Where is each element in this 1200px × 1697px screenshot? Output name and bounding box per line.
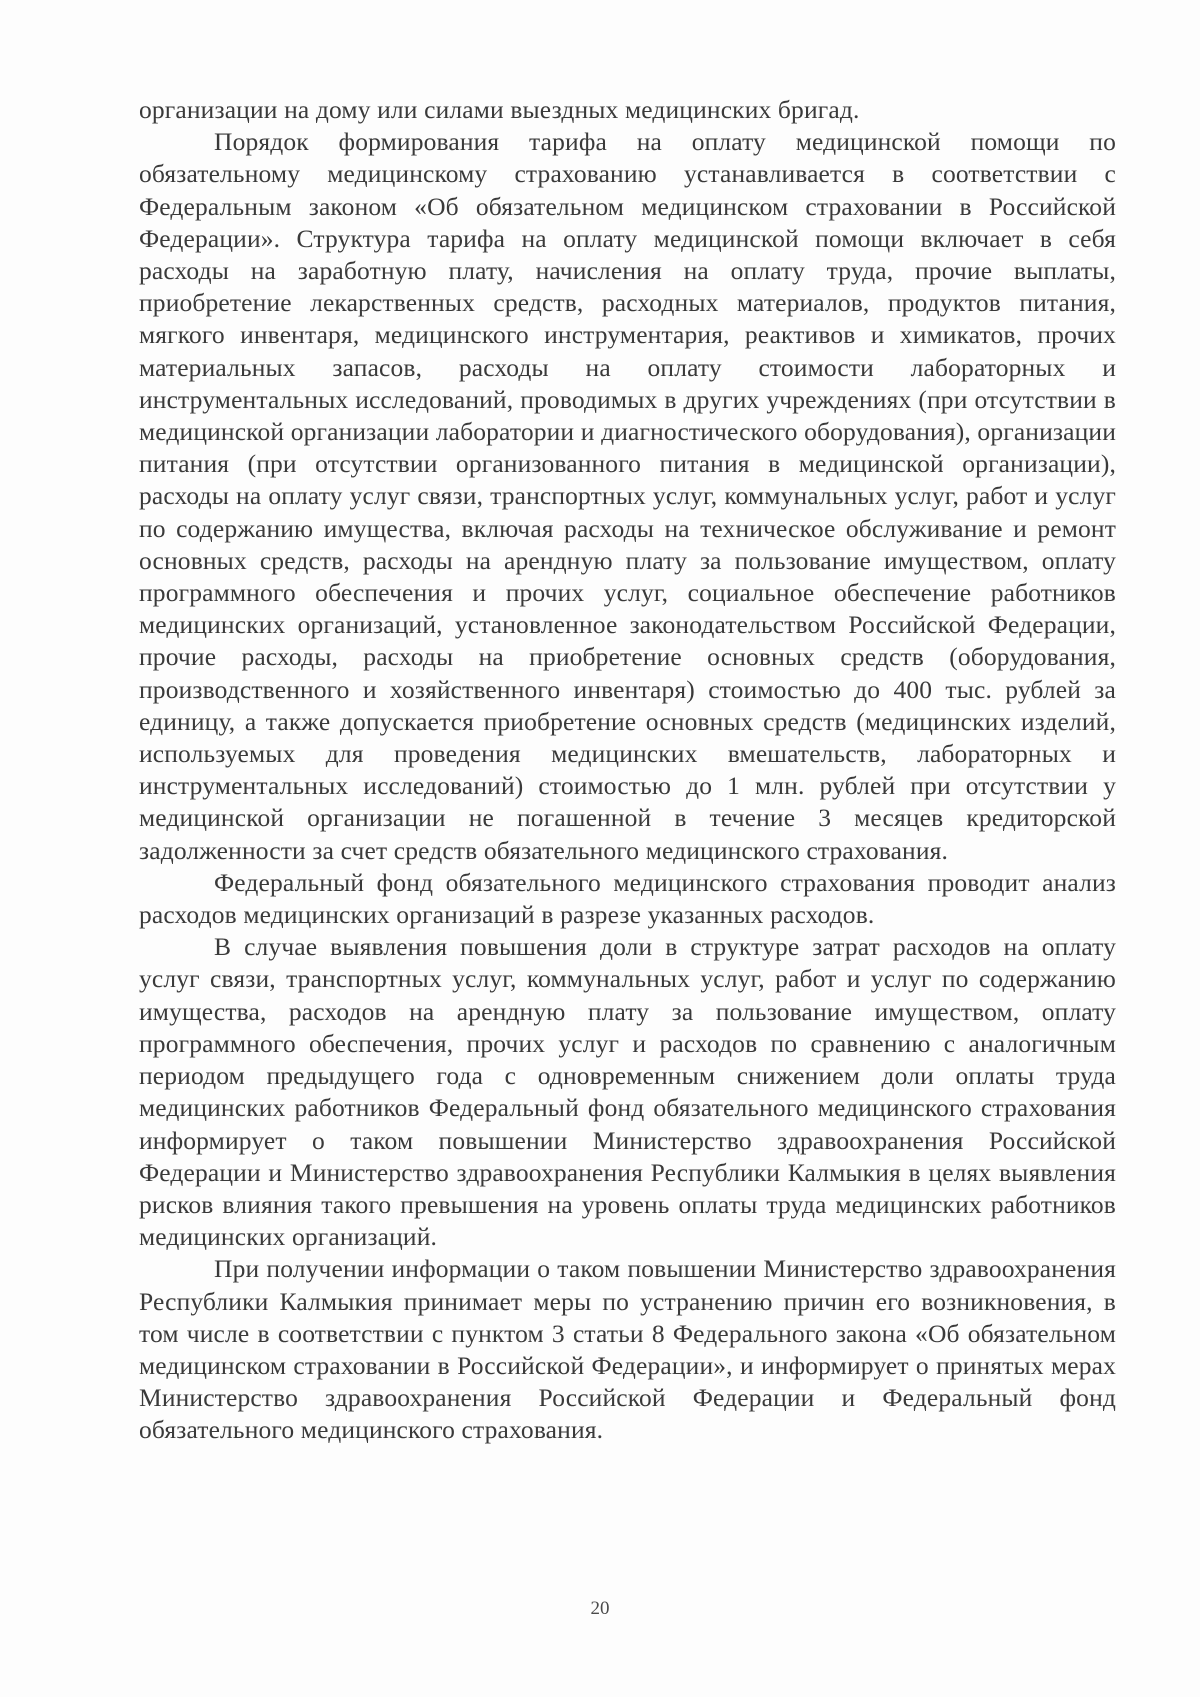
paragraph-tariff-structure: Порядок формирования тарифа на оплату медицинской помощи по обязательному медицинскому страхованию устанавливается в соответствии с Федеральным законом «Об обязательном медицинском страховании в Российской Федерации». Структура тарифа на оплату медицинской помощи включает в себя расходы на заработную плату, начисления на оплату труда, прочие выплаты, приобретение лекарственных средств, расходных материалов, продуктов питания, мягкого инвентаря, медицинского инструментария, реактивов и химикатов, прочих материальных запасов, расходы на оплату стоимости лабораторных и инструментальных исследований, проводимых в других учреждениях (при отсутствии в медицинской организации лаборатории и диагностического оборудования), организации питания (при отсутствии организованного питания в медицинской организации), расходы на оплату услуг связи, транспортных услуг, коммунальных услуг, работ и услуг по содержанию имущества, включая расходы на техническое обслуживание и ремонт основных средств, расходы на арендную плату за пользование имуществом, оплату программного обеспечения и прочих услуг, социальное обеспечение работников медицинских организаций, установленное законодательством Российской Федерации, прочие расходы, расходы на приобретение основных средств (оборудования, производственного и хозяйственного инвентаря) стоимостью до 400 тыс. рублей за единицу, а также допускается приобретение основных средств (медицинских изделий, используемых для проведения медицинских вмешательств, лабораторных и инструментальных исследований) стоимостью до 1 млн. рублей при отсутствии у медицинской организации не погашенной в течение 3 месяцев кредиторской задолженности за счет средств обязательного медицинского страхования. <box>139 127 1116 865</box>
document-body <box>139 94 1116 1447</box>
paragraph-ministry-measures: При получении информации о таком повышении Министерство здравоохранения Республики Калмыкия принимает меры по устранению причин его возникновения, в том числе в соответствии с пунктом 3 статьи 8 Федерального закона «Об обязательном медицинском страховании в Российской Федерации», и информирует о принятых мерах Министерство здравоохранения Российской Федерации и Федеральный фонд обязательного медицинского страхования. <box>139 1254 1116 1445</box>
paragraph-ffoms-analysis: Федеральный фонд обязательного медицинского страхования проводит анализ расходов медицинских организаций в разрезе указанных расходов. <box>139 867 1116 930</box>
paragraph-share-increase: В случае выявления повышения доли в структуре затрат расходов на оплату услуг связи, транспортных услуг, коммунальных услуг, работ и услуг по содержанию имущества, расходов на арендную плату за пользование имуществом, оплату программного обеспечения, прочих услуг и расходов по сравнению с аналогичным периодом предыдущего года с одновременным снижением доли оплаты труда медицинских работников Федеральный фонд обязательного медицинского страхования информирует о таком повышении Министерство здравоохранения Российской Федерации и Министерство здравоохранения Республики Калмыкия в целях выявления рисков влияния такого превышения на уровень оплаты труда медицинских работников медицинских организаций. <box>139 932 1116 1252</box>
paragraph-continuation: организации на дому или силами выездных медицинских бригад. <box>139 95 860 124</box>
page-number: 20 <box>590 1598 610 1619</box>
